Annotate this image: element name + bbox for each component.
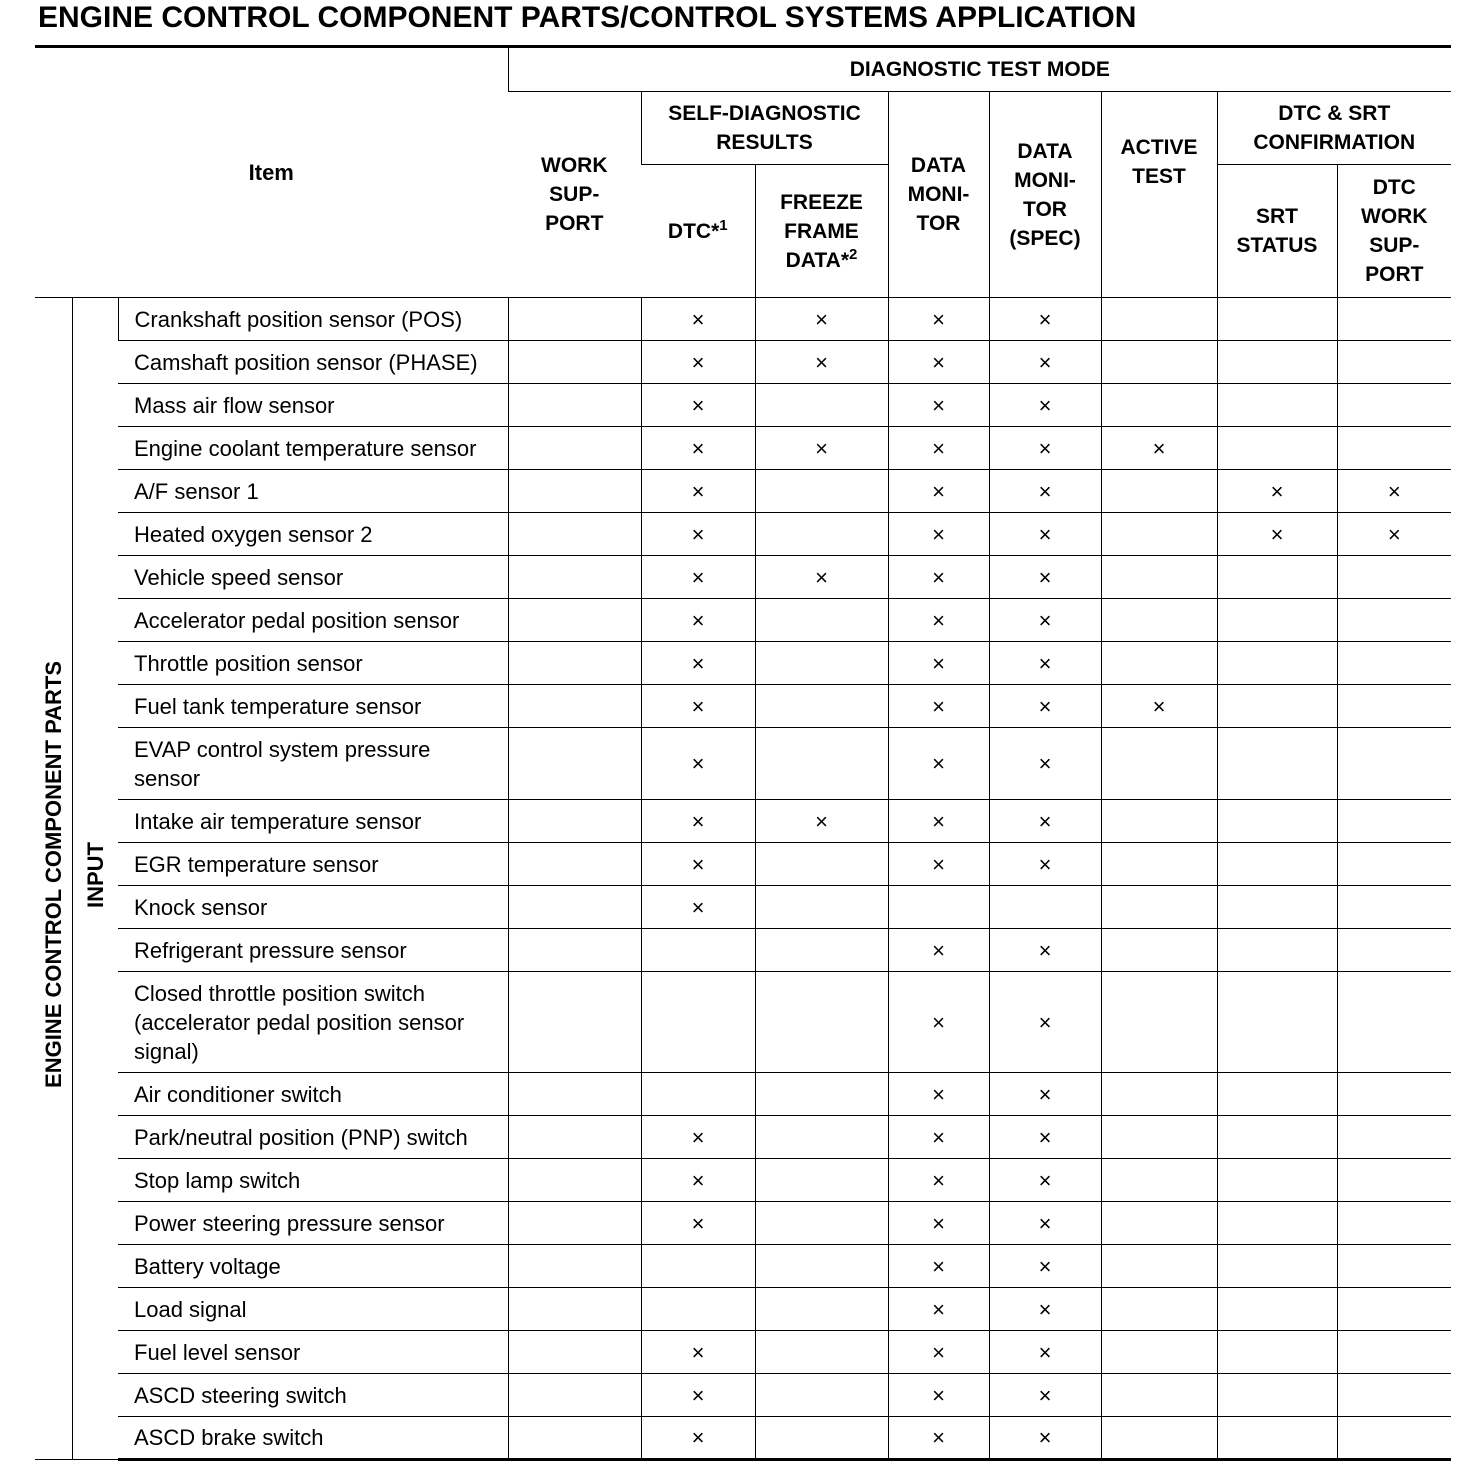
mark-cell: × bbox=[641, 728, 755, 800]
mark-cell bbox=[1101, 843, 1217, 886]
item-cell: ASCD steering switch bbox=[118, 1374, 508, 1417]
mark-cell bbox=[508, 599, 641, 642]
item-cell: Park/neutral position (PNP) switch bbox=[118, 1116, 508, 1159]
mark-cell bbox=[1217, 384, 1337, 427]
table-row bbox=[35, 470, 1451, 513]
mark-cell bbox=[755, 685, 888, 728]
item-cell: Refrigerant pressure sensor bbox=[118, 929, 508, 972]
mark-cell: × bbox=[989, 1245, 1101, 1288]
mark-cell bbox=[1217, 1073, 1337, 1116]
item-cell: Vehicle speed sensor bbox=[118, 556, 508, 599]
mark-cell bbox=[888, 886, 989, 929]
mark-cell bbox=[755, 599, 888, 642]
mark-cell bbox=[1337, 728, 1451, 800]
mark-cell bbox=[1337, 1417, 1451, 1460]
mark-cell bbox=[1217, 427, 1337, 470]
diagnostic-test-mode-header: DIAGNOSTIC TEST MODE bbox=[508, 47, 1451, 92]
mark-cell: × bbox=[641, 800, 755, 843]
mark-cell: × bbox=[888, 843, 989, 886]
table-body bbox=[35, 298, 1451, 1460]
mark-cell: × bbox=[989, 1202, 1101, 1245]
mark-cell bbox=[1101, 1374, 1217, 1417]
mark-cell: × bbox=[888, 1116, 989, 1159]
mark-cell bbox=[1337, 384, 1451, 427]
mark-cell bbox=[508, 1288, 641, 1331]
mark-cell: × bbox=[641, 843, 755, 886]
mark-cell bbox=[1337, 1159, 1451, 1202]
table-row bbox=[35, 341, 1451, 384]
mark-cell bbox=[1217, 929, 1337, 972]
mark-cell bbox=[1337, 556, 1451, 599]
group-label: ENGINE CONTROL COMPONENT PARTS bbox=[40, 661, 66, 1088]
table-row bbox=[35, 556, 1451, 599]
mark-cell bbox=[1101, 1073, 1217, 1116]
mark-cell: × bbox=[888, 642, 989, 685]
dtc-srt-confirmation-header: DTC & SRT CONFIRMATION bbox=[1217, 92, 1451, 165]
mark-cell bbox=[755, 1374, 888, 1417]
mark-cell bbox=[1101, 513, 1217, 556]
mark-cell: × bbox=[989, 1417, 1101, 1460]
group-engine-control-component-parts bbox=[35, 298, 72, 1460]
mark-cell: × bbox=[989, 470, 1101, 513]
mark-cell bbox=[755, 886, 888, 929]
mark-cell bbox=[1101, 642, 1217, 685]
mark-cell: × bbox=[989, 513, 1101, 556]
mark-cell: × bbox=[888, 513, 989, 556]
mark-cell: × bbox=[1101, 427, 1217, 470]
mark-cell: × bbox=[641, 1417, 755, 1460]
item-cell: Closed throttle position switch (accelerator pedal position sensor signal) bbox=[118, 972, 508, 1073]
mark-cell bbox=[1217, 1202, 1337, 1245]
mark-cell: × bbox=[989, 929, 1101, 972]
mark-cell: × bbox=[888, 800, 989, 843]
mark-cell bbox=[755, 929, 888, 972]
group-input bbox=[72, 298, 118, 1460]
mark-cell bbox=[1101, 1202, 1217, 1245]
mark-cell bbox=[508, 1374, 641, 1417]
mark-cell bbox=[1101, 556, 1217, 599]
mark-cell: × bbox=[641, 642, 755, 685]
table-row bbox=[35, 427, 1451, 470]
mark-cell bbox=[508, 1417, 641, 1460]
mark-cell: × bbox=[989, 1116, 1101, 1159]
mark-cell: × bbox=[989, 1374, 1101, 1417]
work-support-header: WORK SUP- PORT bbox=[508, 92, 641, 298]
mark-cell: × bbox=[989, 298, 1101, 341]
mark-cell: × bbox=[989, 384, 1101, 427]
mark-cell bbox=[1101, 1331, 1217, 1374]
dtc-header: DTC*$^1$ bbox=[641, 165, 755, 298]
mark-cell bbox=[1101, 384, 1217, 427]
mark-cell: × bbox=[888, 427, 989, 470]
mark-cell: × bbox=[888, 1288, 989, 1331]
item-cell: EVAP control system pressure sensor bbox=[118, 728, 508, 800]
mark-cell: × bbox=[989, 1073, 1101, 1116]
mark-cell bbox=[755, 1417, 888, 1460]
mark-cell bbox=[508, 384, 641, 427]
table-row bbox=[35, 929, 1451, 972]
mark-cell bbox=[1217, 1374, 1337, 1417]
mark-cell: × bbox=[1217, 513, 1337, 556]
mark-cell bbox=[755, 1245, 888, 1288]
mark-cell: × bbox=[888, 1159, 989, 1202]
mark-cell bbox=[1217, 556, 1337, 599]
mark-cell: × bbox=[641, 1331, 755, 1374]
mark-cell bbox=[1337, 929, 1451, 972]
mark-cell: × bbox=[1217, 470, 1337, 513]
table-row bbox=[35, 1073, 1451, 1116]
table-row bbox=[35, 1417, 1451, 1460]
table-row bbox=[35, 298, 1451, 341]
item-cell: Heated oxygen sensor 2 bbox=[118, 513, 508, 556]
item-cell: Stop lamp switch bbox=[118, 1159, 508, 1202]
mark-cell bbox=[508, 1331, 641, 1374]
table-row bbox=[35, 1245, 1451, 1288]
mark-cell bbox=[1101, 341, 1217, 384]
mark-cell bbox=[508, 341, 641, 384]
mark-cell: × bbox=[641, 427, 755, 470]
mark-cell: × bbox=[755, 427, 888, 470]
mark-cell bbox=[508, 1073, 641, 1116]
mark-cell bbox=[508, 843, 641, 886]
mark-cell bbox=[641, 1288, 755, 1331]
mark-cell bbox=[755, 470, 888, 513]
mark-cell: × bbox=[641, 886, 755, 929]
mark-cell bbox=[508, 685, 641, 728]
srt-status-header: SRT STATUS bbox=[1217, 165, 1337, 298]
mark-cell bbox=[508, 513, 641, 556]
mark-cell bbox=[508, 470, 641, 513]
item-cell: Engine coolant temperature sensor bbox=[118, 427, 508, 470]
dtc-work-support-header: DTC WORK SUP- PORT bbox=[1337, 165, 1451, 298]
mark-cell: × bbox=[641, 685, 755, 728]
mark-cell bbox=[508, 642, 641, 685]
mark-cell bbox=[1217, 1245, 1337, 1288]
mark-cell bbox=[1217, 886, 1337, 929]
mark-cell bbox=[1337, 642, 1451, 685]
mark-cell: × bbox=[888, 685, 989, 728]
mark-cell: × bbox=[755, 556, 888, 599]
mark-cell: × bbox=[888, 1374, 989, 1417]
item-cell: Intake air temperature sensor bbox=[118, 800, 508, 843]
table-row bbox=[35, 800, 1451, 843]
mark-cell bbox=[755, 513, 888, 556]
mark-cell bbox=[755, 728, 888, 800]
mark-cell: × bbox=[989, 556, 1101, 599]
mark-cell: × bbox=[888, 599, 989, 642]
mark-cell bbox=[1337, 1073, 1451, 1116]
mark-cell: × bbox=[641, 599, 755, 642]
mark-cell bbox=[1217, 1417, 1337, 1460]
table-row bbox=[35, 384, 1451, 427]
mark-cell bbox=[755, 1116, 888, 1159]
mark-cell: × bbox=[989, 427, 1101, 470]
mark-cell bbox=[1217, 599, 1337, 642]
mark-cell bbox=[508, 972, 641, 1073]
item-cell: ASCD brake switch bbox=[118, 1417, 508, 1460]
mark-cell bbox=[508, 556, 641, 599]
item-cell: Throttle position sensor bbox=[118, 642, 508, 685]
mark-cell bbox=[1101, 298, 1217, 341]
self-diagnostic-results-header: SELF-DIAGNOSTIC RESULTS bbox=[641, 92, 888, 165]
mark-cell bbox=[755, 1331, 888, 1374]
table-row bbox=[35, 1374, 1451, 1417]
table-row bbox=[35, 1288, 1451, 1331]
active-test-header: ACTIVE TEST bbox=[1101, 92, 1217, 298]
mark-cell bbox=[1217, 685, 1337, 728]
mark-cell bbox=[1337, 1245, 1451, 1288]
item-cell: Battery voltage bbox=[118, 1245, 508, 1288]
table-row bbox=[35, 513, 1451, 556]
mark-cell bbox=[755, 1288, 888, 1331]
mark-cell: × bbox=[755, 341, 888, 384]
mark-cell: × bbox=[641, 1116, 755, 1159]
mark-cell: × bbox=[641, 1159, 755, 1202]
mark-cell bbox=[1101, 470, 1217, 513]
mark-cell: × bbox=[641, 1202, 755, 1245]
mark-cell: × bbox=[888, 1073, 989, 1116]
group-label: INPUT bbox=[82, 841, 108, 908]
mark-cell: × bbox=[989, 972, 1101, 1073]
mark-cell: × bbox=[989, 800, 1101, 843]
table-row bbox=[35, 1159, 1451, 1202]
item-header: Item bbox=[35, 47, 508, 298]
mark-cell: × bbox=[641, 341, 755, 384]
item-cell: Camshaft position sensor (PHASE) bbox=[118, 341, 508, 384]
mark-cell bbox=[1337, 1116, 1451, 1159]
mark-cell bbox=[1217, 728, 1337, 800]
item-cell: Crankshaft position sensor (POS) bbox=[118, 298, 508, 341]
mark-cell: × bbox=[888, 972, 989, 1073]
item-cell: Fuel tank temperature sensor bbox=[118, 685, 508, 728]
table-row bbox=[35, 1331, 1451, 1374]
mark-cell: × bbox=[989, 1288, 1101, 1331]
table-row bbox=[35, 886, 1451, 929]
mark-cell: × bbox=[989, 1331, 1101, 1374]
mark-cell bbox=[1101, 972, 1217, 1073]
mark-cell bbox=[1217, 1331, 1337, 1374]
item-cell: Knock sensor bbox=[118, 886, 508, 929]
table-row bbox=[35, 972, 1451, 1073]
mark-cell bbox=[1101, 599, 1217, 642]
mark-cell: × bbox=[888, 929, 989, 972]
mark-cell: × bbox=[989, 341, 1101, 384]
mark-cell bbox=[755, 642, 888, 685]
mark-cell: × bbox=[641, 556, 755, 599]
mark-cell: × bbox=[755, 800, 888, 843]
mark-cell bbox=[1337, 427, 1451, 470]
table-row bbox=[35, 599, 1451, 642]
mark-cell bbox=[1337, 886, 1451, 929]
mark-cell: × bbox=[641, 384, 755, 427]
mark-cell: × bbox=[641, 1374, 755, 1417]
mark-cell bbox=[508, 728, 641, 800]
mark-cell bbox=[755, 1073, 888, 1116]
mark-cell bbox=[508, 1116, 641, 1159]
item-cell: Power steering pressure sensor bbox=[118, 1202, 508, 1245]
mark-cell: × bbox=[989, 1159, 1101, 1202]
mark-cell bbox=[1101, 800, 1217, 843]
mark-cell bbox=[755, 843, 888, 886]
mark-cell bbox=[1101, 1417, 1217, 1460]
mark-cell bbox=[508, 800, 641, 843]
mark-cell bbox=[1337, 972, 1451, 1073]
mark-cell bbox=[1217, 341, 1337, 384]
mark-cell bbox=[1337, 341, 1451, 384]
mark-cell bbox=[1337, 599, 1451, 642]
mark-cell: × bbox=[989, 685, 1101, 728]
mark-cell bbox=[1101, 728, 1217, 800]
mark-cell bbox=[1217, 1116, 1337, 1159]
mark-cell: × bbox=[641, 298, 755, 341]
data-monitor-spec-header: DATA MONI- TOR (SPEC) bbox=[989, 92, 1101, 298]
mark-cell bbox=[1337, 298, 1451, 341]
table-row bbox=[35, 728, 1451, 800]
mark-cell bbox=[641, 1073, 755, 1116]
freeze-frame-data-header: FREEZE FRAME DATA*$^2$ bbox=[755, 165, 888, 298]
mark-cell: × bbox=[755, 298, 888, 341]
mark-cell: × bbox=[888, 470, 989, 513]
mark-cell: × bbox=[888, 1417, 989, 1460]
mark-cell bbox=[1337, 685, 1451, 728]
mark-cell: × bbox=[888, 556, 989, 599]
mark-cell bbox=[508, 298, 641, 341]
item-cell: Mass air flow sensor bbox=[118, 384, 508, 427]
mark-cell bbox=[1337, 1374, 1451, 1417]
mark-cell bbox=[1337, 1288, 1451, 1331]
mark-cell bbox=[1217, 642, 1337, 685]
mark-cell: × bbox=[989, 599, 1101, 642]
mark-cell bbox=[641, 1245, 755, 1288]
mark-cell bbox=[641, 972, 755, 1073]
mark-cell bbox=[508, 427, 641, 470]
mark-cell bbox=[508, 929, 641, 972]
mark-cell bbox=[1217, 972, 1337, 1073]
item-cell: Load signal bbox=[118, 1288, 508, 1331]
item-cell: A/F sensor 1 bbox=[118, 470, 508, 513]
mark-cell: × bbox=[641, 470, 755, 513]
mark-cell: × bbox=[989, 728, 1101, 800]
mark-cell: × bbox=[1101, 685, 1217, 728]
mark-cell bbox=[1337, 800, 1451, 843]
table-row bbox=[35, 1202, 1451, 1245]
mark-cell bbox=[1217, 298, 1337, 341]
mark-cell: × bbox=[888, 384, 989, 427]
mark-cell bbox=[1217, 1288, 1337, 1331]
mark-cell bbox=[1101, 1159, 1217, 1202]
mark-cell: × bbox=[888, 1331, 989, 1374]
mark-cell bbox=[1101, 929, 1217, 972]
application-table bbox=[35, 45, 1451, 1461]
mark-cell: × bbox=[1337, 470, 1451, 513]
item-cell: Accelerator pedal position sensor bbox=[118, 599, 508, 642]
mark-cell bbox=[1217, 800, 1337, 843]
mark-cell bbox=[1101, 1116, 1217, 1159]
mark-cell: × bbox=[888, 298, 989, 341]
mark-cell bbox=[1217, 843, 1337, 886]
table-row bbox=[35, 642, 1451, 685]
mark-cell bbox=[755, 972, 888, 1073]
mark-cell: × bbox=[989, 642, 1101, 685]
mark-cell bbox=[1101, 1245, 1217, 1288]
mark-cell bbox=[641, 929, 755, 972]
mark-cell bbox=[1337, 1331, 1451, 1374]
mark-cell bbox=[755, 384, 888, 427]
table-row bbox=[35, 1116, 1451, 1159]
mark-cell: × bbox=[888, 1245, 989, 1288]
mark-cell bbox=[508, 1159, 641, 1202]
data-monitor-header: DATA MONI- TOR bbox=[888, 92, 989, 298]
mark-cell: × bbox=[989, 843, 1101, 886]
mark-cell bbox=[1101, 886, 1217, 929]
mark-cell bbox=[989, 886, 1101, 929]
item-cell: Fuel level sensor bbox=[118, 1331, 508, 1374]
mark-cell bbox=[755, 1202, 888, 1245]
table-row bbox=[35, 685, 1451, 728]
mark-cell: × bbox=[1337, 513, 1451, 556]
mark-cell: × bbox=[888, 1202, 989, 1245]
item-cell: Air conditioner switch bbox=[118, 1073, 508, 1116]
mark-cell: × bbox=[888, 728, 989, 800]
mark-cell: × bbox=[641, 513, 755, 556]
document-title: ENGINE CONTROL COMPONENT PARTS/CONTROL SYSTEMS APPLICATION bbox=[38, 1, 1137, 34]
mark-cell bbox=[508, 1245, 641, 1288]
mark-cell: × bbox=[888, 341, 989, 384]
mark-cell bbox=[1337, 1202, 1451, 1245]
mark-cell bbox=[508, 1202, 641, 1245]
mark-cell bbox=[1337, 843, 1451, 886]
table-row bbox=[35, 843, 1451, 886]
item-cell: EGR temperature sensor bbox=[118, 843, 508, 886]
mark-cell bbox=[508, 886, 641, 929]
mark-cell bbox=[1101, 1288, 1217, 1331]
mark-cell bbox=[1217, 1159, 1337, 1202]
mark-cell bbox=[755, 1159, 888, 1202]
